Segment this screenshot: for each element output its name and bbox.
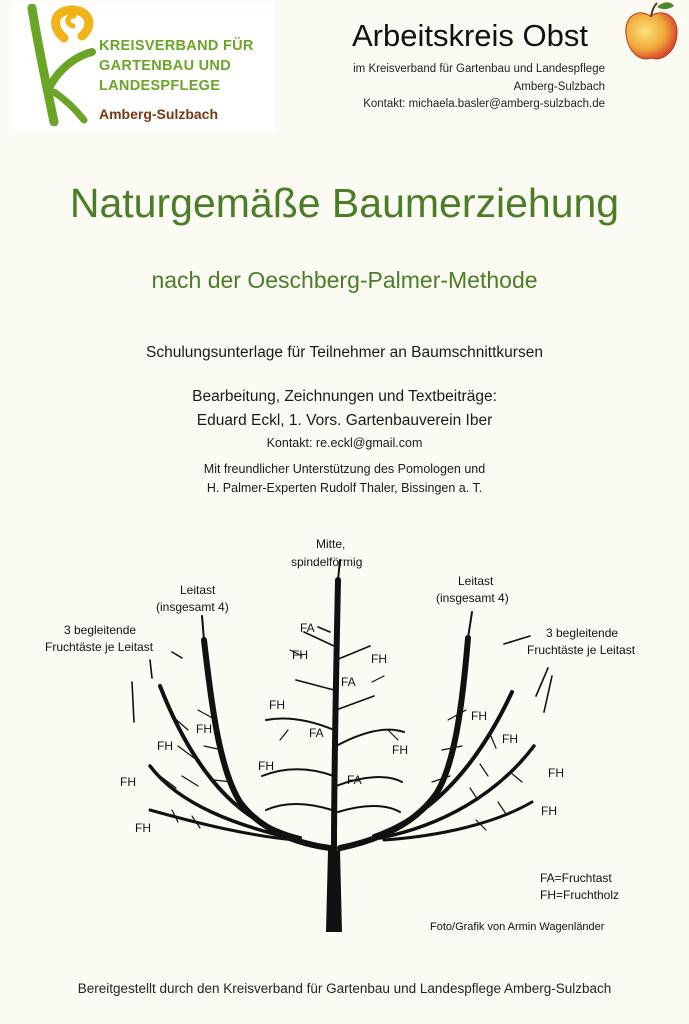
label-mitte-line-1: Mitte, (316, 537, 346, 551)
label-begleitend-left-line-2: Fruchtäste je Leitast (45, 640, 154, 654)
label-fh: FH (292, 648, 308, 662)
label-fh: FH (548, 766, 564, 780)
label-leitast-left-line-1: Leitast (180, 583, 216, 597)
author-name: Eduard Eckl, 1. Vors. Gartenbauverein Iber (196, 412, 493, 429)
label-fa: FA (347, 773, 362, 787)
author-contact: Kontakt: re.eckl@gmail.com (266, 436, 423, 450)
org-logo-icon (20, 4, 100, 126)
label-leitast-right-line-2: (insgesamt 4) (436, 591, 509, 605)
trunk (326, 850, 342, 932)
label-fa: FA (341, 675, 356, 689)
apple-icon (620, 0, 682, 64)
label-begleitend-left-line-1: 3 begleitende (64, 623, 137, 637)
label-leitast-left-line-2: (insgesamt 4) (156, 600, 229, 614)
image-credit: Foto/Grafik von Armin Wagenländer (430, 921, 605, 933)
label-fh: FH (392, 743, 408, 757)
group-contact: Kontakt: michaela.basler@amberg-sulzbach.de (363, 98, 605, 110)
label-fh: FH (541, 804, 557, 818)
footer-text: Bereitgestellt durch den Kreisverband für Gartenbau und Landespflege Amberg-Sulzbach (77, 981, 612, 996)
org-name-line-3: LANDESPFLEGE (99, 78, 221, 94)
page-subtitle: nach der Oeschberg-Palmer-Methode (151, 267, 538, 293)
label-begleitend-right-line-1: 3 begleitende (546, 626, 619, 640)
group-title: Arbeitskreis Obst (351, 18, 588, 53)
label-mitte-line-2: spindelförmig (291, 555, 363, 569)
intro-text: Schulungsunterlage für Teilnehmer an Baumschnittkursen (146, 344, 543, 361)
label-fh: FH (258, 759, 274, 773)
label-fa: FA (300, 621, 315, 635)
legend-fa: FA=Fruchtast (540, 871, 612, 885)
support-line-2: H. Palmer-Experten Rudolf Thaler, Bissingen a. T. (206, 481, 483, 495)
label-fh: FH (135, 821, 151, 835)
central-leader (334, 580, 338, 850)
org-logo-block (12, 2, 274, 130)
label-fa: FA (309, 726, 324, 740)
group-subline-1: im Kreisverband für Gartenbau und Landespflege (353, 63, 605, 75)
label-begleitend-right-line-2: Fruchtäste je Leitast (527, 643, 636, 657)
org-name-line-1: KREISVERBAND FÜR (99, 38, 254, 54)
label-fh: FH (471, 709, 487, 723)
label-fh: FH (371, 652, 387, 666)
label-fh: FH (120, 775, 136, 789)
author-heading: Bearbeitung, Zeichnungen und Textbeiträge: (192, 388, 497, 405)
label-fh: FH (157, 739, 173, 753)
support-line-1: Mit freundlicher Unterstützung des Pomologen und (203, 462, 486, 476)
label-fh: FH (196, 722, 212, 736)
label-fh: FH (269, 698, 285, 712)
right-fruit-branch-1 (374, 692, 512, 836)
org-city: Amberg-Sulzbach (99, 106, 219, 122)
group-subline-2: Amberg-Sulzbach (513, 81, 605, 93)
page-title: Naturgemäße Baumerziehung (69, 180, 620, 226)
label-leitast-right-line-1: Leitast (458, 574, 494, 588)
label-fh: FH (502, 732, 518, 746)
legend-fh: FH=Fruchtholz (540, 888, 620, 902)
org-name-line-2: GARTENBAU UND (99, 58, 231, 74)
